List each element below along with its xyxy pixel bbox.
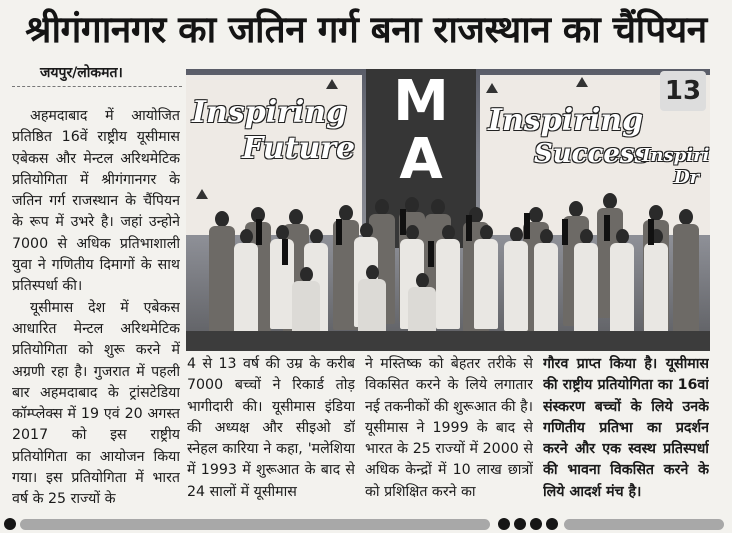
dateline-text: जयपुर/लोकमत। [40, 65, 123, 81]
person-head [276, 225, 289, 240]
kite-icon [326, 79, 338, 89]
paragraph: अहमदाबाद में आयोजित प्रतिष्ठित 16वें राष्ट्रीय यूसीमास एबेकस और मेन्टल अरिथमेटिक प्रतियोगिता में श्रीगंगानगर के जतिन गर्ग राजस्थान के चैंपियन के रूप में उभरे है। जहां उन्होने 7000 से अधिक प्रतिभाशाली युवा ने गणितीय दिमागों के साथ प्रतिस्पर्धा की। [12, 108, 180, 295]
footer-dot [498, 518, 510, 530]
person-head [431, 199, 445, 215]
paragraph: 4 से 13 वर्ष की उम्र के करीब 7000 बच्चों ने रिकार्ड तोड़ भागीदारी की। यूसीमास इंडिया की अध्यक्ष और सीइओ डॉ स्नेहल कारिया ने कहा, 'मलेशिया में 1993 में शुरूआत के बाद से 24 सालों में यूसीमास [187, 356, 355, 500]
person-body [209, 226, 235, 336]
kite-icon [486, 83, 498, 93]
person-body [610, 243, 634, 333]
person-head [300, 267, 313, 282]
person-head [616, 229, 629, 244]
person-head [416, 273, 429, 288]
person-head [366, 265, 379, 280]
person-body [673, 224, 699, 334]
banner-text: Dr [674, 167, 700, 188]
trophy-icon [282, 239, 288, 265]
person-head [679, 209, 693, 225]
footer-dot [514, 518, 526, 530]
person-head [540, 229, 553, 244]
person-head [510, 227, 523, 242]
person-body [292, 281, 320, 335]
banner-text: Inspiring [488, 103, 644, 138]
banner-letter: A [399, 127, 443, 192]
paragraph: ने मस्तिष्क को बेहतर तरीके से विकसित करने के लिये लगातार नई तकनीकों की शुरूआत की है। यूसीमास ने 1999 के बाद से भारत के 25 राज्यों में 2000 से अधिक केन्द्रों में 10 लाख छात्रों को प्रशिक्षित करने का [365, 356, 533, 500]
trophy-icon [562, 219, 568, 245]
kite-icon [196, 189, 208, 199]
dateline [12, 63, 182, 87]
person-head [360, 223, 373, 238]
person-body [436, 239, 460, 329]
paragraph: गौरव प्राप्त किया है। यूसीमास की राष्ट्रीय प्रतियोगिता का 16वां संस्करण बच्चों के लिये उनके गणितीय प्रतिभा का प्रदर्शन करने और एक स्वस्थ प्रतिस्पर्धा की भावना विकसित करने के लिये आदर्श मंच है। [543, 356, 709, 500]
person-head [580, 229, 593, 244]
banner-text: Inspiri [642, 145, 710, 166]
banner-text: Future [242, 131, 356, 166]
trophy-icon [604, 215, 610, 241]
person-body [234, 243, 258, 333]
person-body [534, 243, 558, 333]
banner-letter: M [393, 69, 449, 134]
person-body [504, 241, 528, 331]
person-head [569, 201, 583, 217]
footer-dot [530, 518, 542, 530]
article-column-4 [543, 354, 709, 514]
article-headline: श्रीगंगानगर का जतिन गर्ग बना राजस्थान का चैंपियन [25, 8, 707, 51]
trophy-icon [400, 209, 406, 235]
footer-dot [546, 518, 558, 530]
kite-icon [576, 77, 588, 87]
page-footer-rule [0, 515, 732, 529]
person-head [375, 199, 389, 215]
person-head [405, 197, 419, 213]
article-column-3 [365, 354, 533, 514]
person-head [240, 229, 253, 244]
trophy-icon [648, 219, 654, 245]
trophy-icon [256, 219, 262, 245]
event-number-badge: 13 [660, 71, 706, 111]
person-body [644, 243, 668, 333]
footer-bar [564, 519, 724, 530]
stage-floor [186, 331, 710, 351]
winners-group-photo [186, 69, 710, 351]
banner-text: Inspiring [192, 95, 348, 130]
person-head [289, 209, 303, 225]
person-head [310, 229, 323, 244]
person-head [215, 211, 229, 227]
person-head [480, 225, 493, 240]
person-head [529, 207, 543, 223]
person-head [603, 193, 617, 209]
paragraph: यूसीमास देश में एबेकस आधारित मेन्टल अरिथमेटिक प्रतियोगिता को शुरू करने में अग्रणी रहा है। गुजरात में पहली बार अहमदाबाद के ट्रांसटेडिया कॉम्प्लेक्स में 19 एवं 20 अगस्त 2017 को इस राष्ट्रीय प्रतियोगिता का आयोजन किया गया। इस प्रतियोगिता में भारत वर्ष के 25 राज्यों के [12, 299, 180, 508]
person-body [358, 279, 386, 333]
banner-text: Success [534, 139, 650, 169]
article-column-1 [12, 106, 180, 518]
footer-dot [4, 518, 16, 530]
person-head [442, 225, 455, 240]
trophy-icon [466, 215, 472, 241]
footer-bar [20, 519, 490, 530]
trophy-icon [336, 219, 342, 245]
article-column-2 [187, 354, 355, 514]
person-body [574, 243, 598, 333]
trophy-icon [428, 241, 434, 267]
trophy-icon [524, 213, 530, 239]
person-body [474, 239, 498, 329]
person-head [406, 225, 419, 240]
